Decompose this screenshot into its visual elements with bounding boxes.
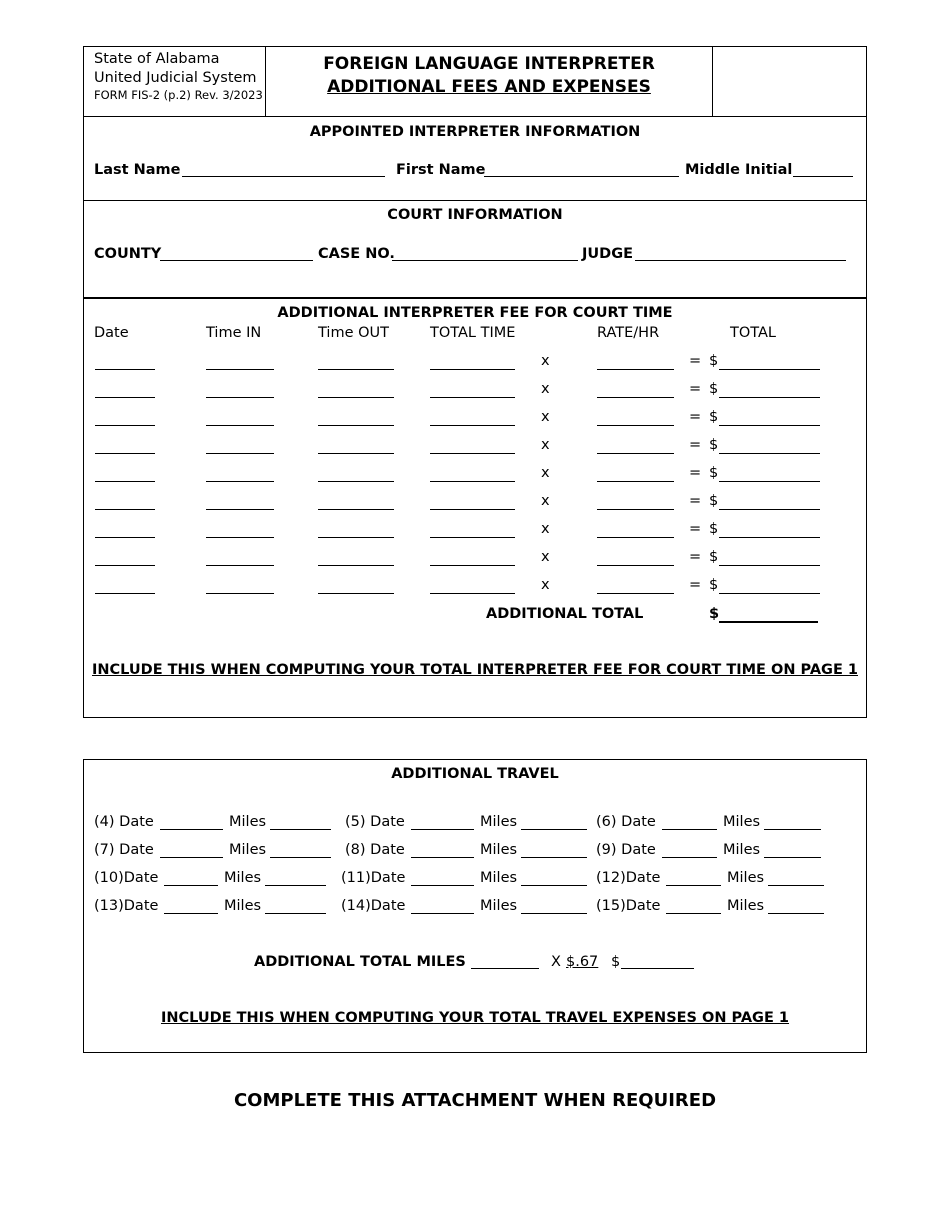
interpreter-bottom-rule [83, 200, 867, 201]
travel-miles-field[interactable] [764, 857, 821, 858]
travel-miles-field[interactable] [768, 913, 824, 914]
travel-miles-field[interactable] [768, 885, 824, 886]
travel-date-label: (13)Date [94, 898, 159, 914]
state-name: State of Alabama [94, 51, 220, 67]
travel-date-field[interactable] [411, 829, 474, 830]
col-header-total: TOTAL [730, 325, 776, 341]
rate-field[interactable] [597, 397, 674, 398]
line-total-field[interactable] [719, 369, 820, 370]
title-line-1: FOREIGN LANGUAGE INTERPRETER [323, 54, 655, 74]
date-field[interactable] [95, 425, 155, 426]
travel-miles-field[interactable] [521, 829, 587, 830]
travel-miles-field[interactable] [265, 885, 326, 886]
time-out-field[interactable] [318, 425, 394, 426]
line-total-field[interactable] [719, 453, 820, 454]
rate-field[interactable] [597, 509, 674, 510]
fee-note: INCLUDE THIS WHEN COMPUTING YOUR TOTAL INTERPRETER FEE FOR COURT TIME ON PAGE 1 [92, 662, 858, 678]
line-total-field[interactable] [719, 565, 820, 566]
time-out-field[interactable] [318, 453, 394, 454]
travel-heading: ADDITIONAL TRAVEL [391, 766, 559, 782]
judge-label: JUDGE [582, 246, 634, 262]
travel-date-label: (4) Date [94, 814, 154, 830]
travel-date-field[interactable] [662, 857, 717, 858]
travel-date-field[interactable] [666, 913, 721, 914]
court-bottom-rule [83, 297, 867, 299]
total-miles-field[interactable] [471, 968, 539, 969]
time-out-field[interactable] [318, 369, 394, 370]
travel-miles-label: Miles [229, 842, 267, 858]
equals-symbol: = [689, 353, 702, 369]
equals-symbol: = [689, 577, 702, 593]
first-name-label: First Name [396, 162, 486, 178]
travel-miles-label: Miles [480, 898, 518, 914]
line-total-field[interactable] [719, 397, 820, 398]
currency-symbol: $ [709, 577, 719, 593]
times-symbol: x [541, 381, 550, 397]
travel-date-field[interactable] [411, 885, 474, 886]
total-time-field[interactable] [430, 565, 515, 566]
time-in-field[interactable] [206, 537, 274, 538]
currency-symbol: $ [709, 381, 719, 397]
fee-heading: ADDITIONAL INTERPRETER FEE FOR COURT TIME [277, 305, 673, 321]
travel-miles-field[interactable] [521, 885, 587, 886]
travel-note: INCLUDE THIS WHEN COMPUTING YOUR TOTAL TRAVEL EXPENSES ON PAGE 1 [160, 1010, 790, 1026]
time-out-field[interactable] [318, 593, 394, 594]
travel-date-label: (6) Date [596, 814, 656, 830]
court-heading: COURT INFORMATION [387, 207, 563, 223]
currency-symbol: $ [709, 549, 719, 565]
equals-symbol: = [689, 465, 702, 481]
line-total-field[interactable] [719, 481, 820, 482]
rate-field[interactable] [597, 369, 674, 370]
travel-miles-field[interactable] [521, 857, 587, 858]
date-field[interactable] [95, 565, 155, 566]
time-in-field[interactable] [206, 425, 274, 426]
time-in-field[interactable] [206, 369, 274, 370]
first-name-field[interactable] [484, 176, 679, 177]
currency-symbol: $ [709, 437, 719, 453]
travel-miles-label: Miles [480, 814, 518, 830]
time-in-field[interactable] [206, 397, 274, 398]
travel-total-field[interactable] [621, 968, 694, 969]
additional-total-field[interactable] [719, 621, 818, 623]
col-header-total-time: TOTAL TIME [430, 325, 516, 341]
total-time-field[interactable] [430, 397, 515, 398]
judge-field[interactable] [635, 260, 846, 261]
last-name-field[interactable] [182, 176, 385, 177]
travel-date-label: (12)Date [596, 870, 661, 886]
travel-date-label: (11)Date [341, 870, 406, 886]
travel-miles-field[interactable] [521, 913, 587, 914]
mileage-rate: $.67 [566, 954, 599, 970]
time-out-field[interactable] [318, 397, 394, 398]
line-total-field[interactable] [719, 425, 820, 426]
equals-symbol: = [689, 493, 702, 509]
travel-date-label: (9) Date [596, 842, 656, 858]
travel-date-field[interactable] [411, 857, 474, 858]
total-time-field[interactable] [430, 369, 515, 370]
travel-miles-label: Miles [727, 870, 765, 886]
travel-miles-field[interactable] [764, 829, 821, 830]
header-bottom-rule [83, 116, 867, 117]
currency-symbol: $ [709, 465, 719, 481]
travel-miles-field[interactable] [270, 829, 331, 830]
times-symbol: x [541, 493, 550, 509]
title-line-2: ADDITIONAL FEES AND EXPENSES [327, 77, 651, 97]
date-field[interactable] [95, 509, 155, 510]
footer-instruction: COMPLETE THIS ATTACHMENT WHEN REQUIRED [233, 1090, 717, 1111]
last-name-label: Last Name [94, 162, 181, 178]
rate-field[interactable] [597, 481, 674, 482]
form-top-box [83, 46, 867, 718]
travel-date-label: (8) Date [345, 842, 405, 858]
additional-total-currency: $ [709, 606, 720, 622]
travel-miles-label: Miles [480, 870, 518, 886]
time-out-field[interactable] [318, 509, 394, 510]
date-field[interactable] [95, 453, 155, 454]
time-out-field[interactable] [318, 565, 394, 566]
travel-miles-field[interactable] [265, 913, 326, 914]
currency-symbol: $ [709, 493, 719, 509]
rate-field[interactable] [597, 593, 674, 594]
travel-date-field[interactable] [164, 913, 218, 914]
case-number-label: CASE NO. [318, 246, 395, 262]
rate-field[interactable] [597, 537, 674, 538]
equals-symbol: = [689, 409, 702, 425]
time-out-field[interactable] [318, 481, 394, 482]
time-in-field[interactable] [206, 453, 274, 454]
travel-date-field[interactable] [160, 857, 223, 858]
rate-field[interactable] [597, 453, 674, 454]
date-field[interactable] [95, 481, 155, 482]
form-id: FORM FIS-2 (p.2) Rev. 3/2023 [94, 88, 263, 102]
total-time-field[interactable] [430, 481, 515, 482]
travel-miles-label: Miles [723, 842, 761, 858]
case-number-field[interactable] [392, 260, 578, 261]
time-in-field[interactable] [206, 509, 274, 510]
travel-miles-label: Miles [229, 814, 267, 830]
col-header-date: Date [94, 325, 129, 341]
time-in-field[interactable] [206, 593, 274, 594]
travel-date-field[interactable] [666, 885, 721, 886]
total-time-field[interactable] [430, 509, 515, 510]
travel-date-field[interactable] [662, 829, 717, 830]
times-symbol: x [541, 353, 550, 369]
date-field[interactable] [95, 537, 155, 538]
travel-date-field[interactable] [164, 885, 218, 886]
total-time-field[interactable] [430, 537, 515, 538]
currency-symbol: $ [709, 521, 719, 537]
county-label: COUNTY [94, 246, 162, 262]
travel-total-currency: $ [611, 954, 621, 970]
travel-date-label: (15)Date [596, 898, 661, 914]
interpreter-heading: APPOINTED INTERPRETER INFORMATION [309, 124, 641, 140]
travel-date-field[interactable] [411, 913, 474, 914]
travel-date-label: (5) Date [345, 814, 405, 830]
travel-miles-field[interactable] [270, 857, 331, 858]
times-symbol: x [541, 437, 550, 453]
time-out-field[interactable] [318, 537, 394, 538]
date-field[interactable] [95, 593, 155, 594]
currency-symbol: $ [709, 353, 719, 369]
equals-symbol: = [689, 521, 702, 537]
total-time-field[interactable] [430, 593, 515, 594]
additional-total-label: ADDITIONAL TOTAL [486, 606, 644, 622]
line-total-field[interactable] [719, 537, 820, 538]
line-total-field[interactable] [719, 509, 820, 510]
middle-initial-label: Middle Initial [685, 162, 793, 178]
county-field[interactable] [160, 260, 313, 261]
times-symbol: x [541, 549, 550, 565]
times-symbol: x [541, 465, 550, 481]
times-symbol: x [541, 577, 550, 593]
col-header-time-out: Time OUT [318, 325, 389, 341]
line-total-field[interactable] [719, 593, 820, 594]
travel-date-label: (7) Date [94, 842, 154, 858]
rate-field[interactable] [597, 425, 674, 426]
rate-field[interactable] [597, 565, 674, 566]
equals-symbol: = [689, 549, 702, 565]
travel-date-field[interactable] [160, 829, 223, 830]
date-field[interactable] [95, 397, 155, 398]
time-in-field[interactable] [206, 565, 274, 566]
equals-symbol: = [689, 437, 702, 453]
date-field[interactable] [95, 369, 155, 370]
time-in-field[interactable] [206, 481, 274, 482]
times-symbol: x [541, 521, 550, 537]
travel-date-label: (14)Date [341, 898, 406, 914]
col-header-rate: RATE/HR [597, 325, 660, 341]
travel-miles-label: Miles [480, 842, 518, 858]
total-time-field[interactable] [430, 453, 515, 454]
rate-prefix: X [551, 954, 561, 970]
currency-symbol: $ [709, 409, 719, 425]
header-blank-cell[interactable] [713, 47, 866, 116]
col-header-time-in: Time IN [206, 325, 262, 341]
equals-symbol: = [689, 381, 702, 397]
travel-miles-label: Miles [723, 814, 761, 830]
travel-miles-label: Miles [727, 898, 765, 914]
travel-date-label: (10)Date [94, 870, 159, 886]
total-miles-label: ADDITIONAL TOTAL MILES [254, 954, 466, 970]
travel-miles-label: Miles [224, 870, 262, 886]
times-symbol: x [541, 409, 550, 425]
middle-initial-field[interactable] [793, 176, 853, 177]
total-time-field[interactable] [430, 425, 515, 426]
travel-miles-label: Miles [224, 898, 262, 914]
system-name: United Judicial System [94, 70, 257, 86]
